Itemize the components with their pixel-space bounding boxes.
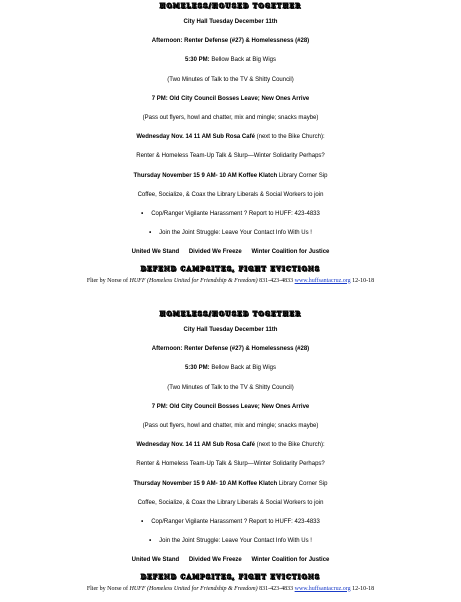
slogan-freeze: Divided We Freeze xyxy=(188,249,242,256)
bullet-icon: • xyxy=(141,519,144,526)
time-530: 5:30 PM: xyxy=(184,57,210,64)
bullet-harassment xyxy=(0,205,461,224)
bellow-back-text: Bellow Back at Big Wigs xyxy=(211,365,277,372)
bullet-icon: • xyxy=(149,230,152,237)
slogan-stand: United We Stand xyxy=(131,557,180,564)
wednesday-event: Wednesday Nov. 14 11 AM Sub Rosa Café xyxy=(136,134,255,141)
slogan-stand: United We Stand xyxy=(131,249,180,256)
thursday-location: Library Corner Sip xyxy=(278,480,328,487)
slogan-coalition: Winter Coalition for Justice xyxy=(251,557,330,564)
two-minutes-note: (Two Minutes of Talk to the TV & Shitty Council) xyxy=(167,384,294,391)
thursday-location: Library Corner Sip xyxy=(278,172,328,179)
thursday-event: Thursday November 15 9 AM- 10 AM Koffee Klatch xyxy=(133,480,278,487)
bullet-join-text: Join the Joint Struggle: Leave Your Contact Info With Us ! xyxy=(159,230,312,237)
afternoon-agenda: Afternoon: Renter Defense (#27) & Homelessness (#28) xyxy=(151,346,310,353)
bullet-harassment-text: Cop/Ranger Vigilante Harassment ? Report to HUFF: 423-4833 xyxy=(151,211,320,218)
time-530: 5:30 PM: xyxy=(184,365,210,372)
banner-defend: DEFEND CAMPSITES, FIGHT EVICTIONS xyxy=(140,573,321,581)
council-transition: 7 PM: Old City Council Bosses Leave; New Ones Arrive xyxy=(151,403,310,410)
bullet-harassment-text: Cop/Ranger Vigilante Harassment ? Report to HUFF: 423-4833 xyxy=(151,519,320,526)
coffee-line: Coffee, Socialize, & Coax the Library Liberals & Social Workers to join xyxy=(137,499,324,506)
wednesday-event: Wednesday Nov. 14 11 AM Sub Rosa Café xyxy=(136,442,255,449)
slogan-freeze: Divided We Freeze xyxy=(188,557,242,564)
wednesday-location: (next to the Bike Church): xyxy=(256,134,325,141)
bullet-join xyxy=(0,532,461,551)
org-phone: 831-423-4833 xyxy=(259,277,294,284)
wednesday-line xyxy=(0,436,461,455)
bellow-back-text: Bellow Back at Big Wigs xyxy=(211,57,277,64)
team-up-line: Renter & Homeless Team-Up Talk & Slurp—Winter Solidarity Perhaps? xyxy=(136,153,325,160)
flyers-note: (Pass out flyers, howl and chatter, mix and mingle; snacks maybe) xyxy=(142,115,319,122)
org-name: HUFF (Homeless United for Friendship & Freedom) xyxy=(129,277,258,284)
flyers-note: (Pass out flyers, howl and chatter, mix and mingle; snacks maybe) xyxy=(142,423,319,430)
org-phone: 831-423-4833 xyxy=(259,585,294,592)
org-website-link[interactable]: www.huffsantacruz.org xyxy=(294,585,351,592)
headline: HOMELESS/HOUSED TOGETHER xyxy=(159,3,302,10)
council-transition: 7 PM: Old City Council Bosses Leave; New Ones Arrive xyxy=(151,95,310,102)
city-hall-date: City Hall Tuesday December 11th xyxy=(183,327,278,333)
flier-top xyxy=(0,0,461,294)
coffee-line: Coffee, Socialize, & Coax the Library Liberals & Social Workers to join xyxy=(137,191,324,198)
team-up-line: Renter & Homeless Team-Up Talk & Slurp—Winter Solidarity Perhaps? xyxy=(136,461,325,468)
flier-credit: Flier by Norse of HUFF (Homeless United for Friendship & Freedom) 831-423-4833 www.huffsantacruz.org 12-10-18 xyxy=(86,585,375,592)
thursday-event: Thursday November 15 9 AM- 10 AM Koffee Klatch xyxy=(133,172,278,179)
afternoon-agenda: Afternoon: Renter Defense (#27) & Homelessness (#28) xyxy=(151,38,310,45)
bullet-join xyxy=(0,224,461,243)
wednesday-location: (next to the Bike Church): xyxy=(256,442,325,449)
flier-bottom xyxy=(0,308,461,602)
slogan-coalition: Winter Coalition for Justice xyxy=(251,249,330,256)
coalition-slogan xyxy=(0,243,461,262)
banner-defend: DEFEND CAMPSITES, FIGHT EVICTIONS xyxy=(140,265,321,273)
city-hall-date: City Hall Tuesday December 11th xyxy=(183,19,278,25)
flier-credit: Flier by Norse of HUFF (Homeless United for Friendship & Freedom) 831-423-4833 www.huffsantacruz.org 12-10-18 xyxy=(86,277,375,284)
bullet-icon: • xyxy=(141,211,144,218)
bullet-icon: • xyxy=(149,538,152,545)
bellow-back-line xyxy=(0,359,461,378)
org-name: HUFF (Homeless United for Friendship & Freedom) xyxy=(129,585,258,592)
bullet-join-text: Join the Joint Struggle: Leave Your Contact Info With Us ! xyxy=(159,538,312,545)
bellow-back-line xyxy=(0,51,461,70)
flier-date: 12-10-18 xyxy=(352,277,375,284)
two-minutes-note: (Two Minutes of Talk to the TV & Shitty Council) xyxy=(167,76,294,83)
flier-date: 12-10-18 xyxy=(352,585,375,592)
org-website-link[interactable]: www.huffsantacruz.org xyxy=(294,277,351,284)
thursday-line xyxy=(0,475,461,494)
thursday-line xyxy=(0,167,461,186)
coalition-slogan xyxy=(0,551,461,570)
bullet-harassment xyxy=(0,513,461,532)
headline: HOMELESS/HOUSED TOGETHER xyxy=(159,311,302,318)
wednesday-line xyxy=(0,128,461,147)
